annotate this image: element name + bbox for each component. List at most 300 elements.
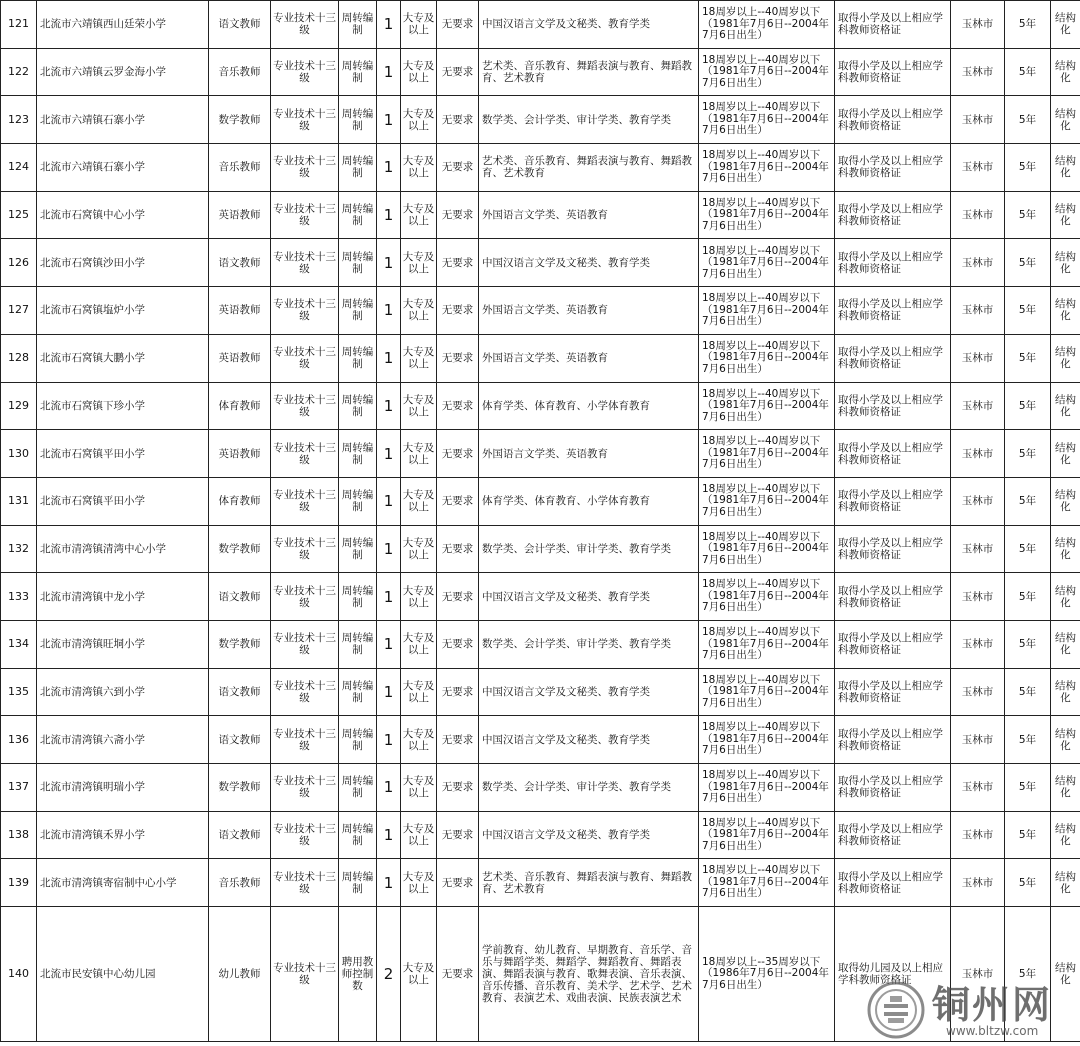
service-term: 5年 <box>1005 811 1051 859</box>
age-requirement: 18周岁以上--40周岁以下（1981年7月6日--2004年7月6日出生） <box>699 96 835 144</box>
age-requirement: 18周岁以上--40周岁以下（1981年7月6日--2004年7月6日出生） <box>699 716 835 764</box>
exam-type: 结构化 <box>1051 239 1080 287</box>
post-name: 数学教师 <box>209 525 271 573</box>
location: 玉林市 <box>951 287 1005 335</box>
table-row <box>1 191 1080 239</box>
education-requirement: 大专及以上 <box>401 907 437 1042</box>
degree-requirement: 无要求 <box>437 239 479 287</box>
row-number: 126 <box>1 239 37 287</box>
row-number: 129 <box>1 382 37 430</box>
post-name: 数学教师 <box>209 764 271 812</box>
hire-count: 1 <box>377 96 401 144</box>
certificate-requirement: 取得小学及以上相应学科教师资格证 <box>835 620 951 668</box>
table-row <box>1 382 1080 430</box>
degree-requirement: 无要求 <box>437 430 479 478</box>
table-row <box>1 620 1080 668</box>
post-level: 专业技术十三级 <box>271 573 339 621</box>
unit-name: 北流市清湾镇中龙小学 <box>37 573 209 621</box>
unit-name: 北流市石窝镇大鹏小学 <box>37 334 209 382</box>
hire-count: 1 <box>377 382 401 430</box>
unit-name: 北流市六靖镇西山廷荣小学 <box>37 1 209 49</box>
table-row <box>1 1 1080 49</box>
staffing-type: 周转编制 <box>339 477 377 525</box>
staffing-type: 周转编制 <box>339 191 377 239</box>
major-requirement: 数学类、会计学类、审计学类、教育学类 <box>479 96 699 144</box>
table-row <box>1 96 1080 144</box>
row-number: 139 <box>1 859 37 907</box>
age-requirement: 18周岁以上--40周岁以下（1981年7月6日--2004年7月6日出生） <box>699 334 835 382</box>
exam-type: 结构化 <box>1051 48 1080 96</box>
staffing-type: 周转编制 <box>339 287 377 335</box>
location: 玉林市 <box>951 907 1005 1042</box>
table-row <box>1 716 1080 764</box>
degree-requirement: 无要求 <box>437 525 479 573</box>
post-name: 数学教师 <box>209 620 271 668</box>
age-requirement: 18周岁以上--40周岁以下（1981年7月6日--2004年7月6日出生） <box>699 477 835 525</box>
service-term: 5年 <box>1005 334 1051 382</box>
education-requirement: 大专及以上 <box>401 764 437 812</box>
certificate-requirement: 取得小学及以上相应学科教师资格证 <box>835 668 951 716</box>
post-name: 语文教师 <box>209 811 271 859</box>
location: 玉林市 <box>951 430 1005 478</box>
age-requirement: 18周岁以上--40周岁以下（1981年7月6日--2004年7月6日出生） <box>699 1 835 49</box>
row-number: 133 <box>1 573 37 621</box>
age-requirement: 18周岁以上--40周岁以下（1981年7月6日--2004年7月6日出生） <box>699 620 835 668</box>
age-requirement: 18周岁以上--40周岁以下（1981年7月6日--2004年7月6日出生） <box>699 764 835 812</box>
post-name: 语文教师 <box>209 573 271 621</box>
row-number: 138 <box>1 811 37 859</box>
degree-requirement: 无要求 <box>437 191 479 239</box>
hire-count: 1 <box>377 239 401 287</box>
service-term: 5年 <box>1005 48 1051 96</box>
row-number: 123 <box>1 96 37 144</box>
post-level: 专业技术十三级 <box>271 144 339 192</box>
watermark-url: www.bltzw.com <box>946 1024 1039 1038</box>
row-number: 130 <box>1 430 37 478</box>
education-requirement: 大专及以上 <box>401 382 437 430</box>
watermark-title: 铜州网 <box>932 982 1053 1027</box>
hire-count: 1 <box>377 48 401 96</box>
age-requirement: 18周岁以上--35周岁以下（1986年7月6日--2004年7月6日出生） <box>699 907 835 1042</box>
age-requirement: 18周岁以上--40周岁以下（1981年7月6日--2004年7月6日出生） <box>699 573 835 621</box>
service-term: 5年 <box>1005 477 1051 525</box>
post-name: 语文教师 <box>209 239 271 287</box>
major-requirement: 外国语言文学类、英语教育 <box>479 191 699 239</box>
service-term: 5年 <box>1005 668 1051 716</box>
major-requirement: 中国汉语言文学及文秘类、教育学类 <box>479 573 699 621</box>
major-requirement: 中国汉语言文学及文秘类、教育学类 <box>479 811 699 859</box>
major-requirement: 中国汉语言文学及文秘类、教育学类 <box>479 1 699 49</box>
post-name: 英语教师 <box>209 191 271 239</box>
staffing-type: 周转编制 <box>339 334 377 382</box>
staffing-type: 周转编制 <box>339 525 377 573</box>
unit-name: 北流市清湾镇旺垌小学 <box>37 620 209 668</box>
row-number: 140 <box>1 907 37 1042</box>
post-name: 体育教师 <box>209 477 271 525</box>
location: 玉林市 <box>951 668 1005 716</box>
unit-name: 北流市六靖镇石寨小学 <box>37 144 209 192</box>
service-term: 5年 <box>1005 525 1051 573</box>
education-requirement: 大专及以上 <box>401 716 437 764</box>
post-name: 音乐教师 <box>209 48 271 96</box>
unit-name: 北流市石窝镇平田小学 <box>37 430 209 478</box>
certificate-requirement: 取得小学及以上相应学科教师资格证 <box>835 764 951 812</box>
post-level: 专业技术十三级 <box>271 48 339 96</box>
location: 玉林市 <box>951 764 1005 812</box>
post-level: 专业技术十三级 <box>271 811 339 859</box>
exam-type: 结构化 <box>1051 477 1080 525</box>
education-requirement: 大专及以上 <box>401 668 437 716</box>
exam-type: 结构化 <box>1051 573 1080 621</box>
staffing-type: 周转编制 <box>339 716 377 764</box>
certificate-requirement: 取得幼儿园及以上相应学科教师资格证 <box>835 907 951 1042</box>
row-number: 125 <box>1 191 37 239</box>
service-term: 5年 <box>1005 191 1051 239</box>
unit-name: 北流市清湾镇明瑞小学 <box>37 764 209 812</box>
major-requirement: 中国汉语言文学及文秘类、教育学类 <box>479 668 699 716</box>
staffing-type: 周转编制 <box>339 620 377 668</box>
post-level: 专业技术十三级 <box>271 287 339 335</box>
table-row <box>1 573 1080 621</box>
degree-requirement: 无要求 <box>437 477 479 525</box>
education-requirement: 大专及以上 <box>401 239 437 287</box>
exam-type: 结构化 <box>1051 716 1080 764</box>
exam-type: 结构化 <box>1051 907 1080 1042</box>
hire-count: 1 <box>377 334 401 382</box>
staffing-type: 周转编制 <box>339 430 377 478</box>
unit-name: 北流市民安镇中心幼儿园 <box>37 907 209 1042</box>
unit-name: 北流市清湾镇禾界小学 <box>37 811 209 859</box>
location: 玉林市 <box>951 239 1005 287</box>
hire-count: 1 <box>377 191 401 239</box>
degree-requirement: 无要求 <box>437 620 479 668</box>
unit-name: 北流市石窝镇下珍小学 <box>37 382 209 430</box>
post-name: 语文教师 <box>209 668 271 716</box>
exam-type: 结构化 <box>1051 144 1080 192</box>
certificate-requirement: 取得小学及以上相应学科教师资格证 <box>835 144 951 192</box>
major-requirement: 体育学类、体育教育、小学体育教育 <box>479 477 699 525</box>
certificate-requirement: 取得小学及以上相应学科教师资格证 <box>835 334 951 382</box>
education-requirement: 大专及以上 <box>401 287 437 335</box>
staffing-type: 周转编制 <box>339 764 377 812</box>
exam-type: 结构化 <box>1051 764 1080 812</box>
table-row <box>1 430 1080 478</box>
staffing-type: 周转编制 <box>339 811 377 859</box>
major-requirement: 中国汉语言文学及文秘类、教育学类 <box>479 716 699 764</box>
post-level: 专业技术十三级 <box>271 191 339 239</box>
post-name: 音乐教师 <box>209 144 271 192</box>
exam-type: 结构化 <box>1051 334 1080 382</box>
major-requirement: 学前教育、幼儿教育、早期教育、音乐学、音乐与舞蹈学类、舞蹈学、舞蹈教育、舞蹈表演、舞蹈表演与教育、歌舞表演、音乐表演、音乐传播、音乐教育、美术学、艺术学、艺术教育、表演艺术、戏曲表演、民族表演艺术 <box>479 907 699 1042</box>
certificate-requirement: 取得小学及以上相应学科教师资格证 <box>835 430 951 478</box>
service-term: 5年 <box>1005 907 1051 1042</box>
post-name: 数学教师 <box>209 96 271 144</box>
staffing-type: 周转编制 <box>339 573 377 621</box>
post-level: 专业技术十三级 <box>271 239 339 287</box>
service-term: 5年 <box>1005 620 1051 668</box>
hire-count: 1 <box>377 811 401 859</box>
service-term: 5年 <box>1005 764 1051 812</box>
unit-name: 北流市清湾镇清湾中心小学 <box>37 525 209 573</box>
location: 玉林市 <box>951 96 1005 144</box>
age-requirement: 18周岁以上--40周岁以下（1981年7月6日--2004年7月6日出生） <box>699 48 835 96</box>
post-name: 英语教师 <box>209 287 271 335</box>
row-number: 128 <box>1 334 37 382</box>
row-number: 122 <box>1 48 37 96</box>
table-row <box>1 287 1080 335</box>
location: 玉林市 <box>951 191 1005 239</box>
row-number: 132 <box>1 525 37 573</box>
degree-requirement: 无要求 <box>437 907 479 1042</box>
exam-type: 结构化 <box>1051 382 1080 430</box>
table-row <box>1 668 1080 716</box>
age-requirement: 18周岁以上--40周岁以下（1981年7月6日--2004年7月6日出生） <box>699 287 835 335</box>
education-requirement: 大专及以上 <box>401 48 437 96</box>
education-requirement: 大专及以上 <box>401 859 437 907</box>
hire-count: 1 <box>377 525 401 573</box>
location: 玉林市 <box>951 1 1005 49</box>
staffing-type: 周转编制 <box>339 144 377 192</box>
exam-type: 结构化 <box>1051 620 1080 668</box>
degree-requirement: 无要求 <box>437 287 479 335</box>
age-requirement: 18周岁以上--40周岁以下（1981年7月6日--2004年7月6日出生） <box>699 382 835 430</box>
age-requirement: 18周岁以上--40周岁以下（1981年7月6日--2004年7月6日出生） <box>699 430 835 478</box>
post-level: 专业技术十三级 <box>271 334 339 382</box>
certificate-requirement: 取得小学及以上相应学科教师资格证 <box>835 191 951 239</box>
post-name: 语文教师 <box>209 1 271 49</box>
table-row <box>1 811 1080 859</box>
row-number: 136 <box>1 716 37 764</box>
unit-name: 北流市清湾镇寄宿制中心小学 <box>37 859 209 907</box>
education-requirement: 大专及以上 <box>401 334 437 382</box>
major-requirement: 体育学类、体育教育、小学体育教育 <box>479 382 699 430</box>
major-requirement: 外国语言文学类、英语教育 <box>479 287 699 335</box>
certificate-requirement: 取得小学及以上相应学科教师资格证 <box>835 239 951 287</box>
certificate-requirement: 取得小学及以上相应学科教师资格证 <box>835 811 951 859</box>
site-watermark <box>866 974 1076 1044</box>
education-requirement: 大专及以上 <box>401 1 437 49</box>
table-row <box>1 764 1080 812</box>
row-number: 127 <box>1 287 37 335</box>
post-level: 专业技术十三级 <box>271 620 339 668</box>
major-requirement: 艺术类、音乐教育、舞蹈表演与教育、舞蹈教育、艺术教育 <box>479 144 699 192</box>
certificate-requirement: 取得小学及以上相应学科教师资格证 <box>835 287 951 335</box>
service-term: 5年 <box>1005 144 1051 192</box>
service-term: 5年 <box>1005 96 1051 144</box>
post-name: 音乐教师 <box>209 859 271 907</box>
location: 玉林市 <box>951 144 1005 192</box>
unit-name: 北流市石窝镇中心小学 <box>37 191 209 239</box>
table-row <box>1 525 1080 573</box>
unit-name: 北流市清湾镇六到小学 <box>37 668 209 716</box>
location: 玉林市 <box>951 334 1005 382</box>
seal-logo-icon <box>866 980 926 1040</box>
certificate-requirement: 取得小学及以上相应学科教师资格证 <box>835 573 951 621</box>
table-row <box>1 144 1080 192</box>
staffing-type: 周转编制 <box>339 1 377 49</box>
unit-name: 北流市六靖镇云罗金海小学 <box>37 48 209 96</box>
age-requirement: 18周岁以上--40周岁以下（1981年7月6日--2004年7月6日出生） <box>699 191 835 239</box>
staffing-type: 周转编制 <box>339 96 377 144</box>
degree-requirement: 无要求 <box>437 668 479 716</box>
exam-type: 结构化 <box>1051 1 1080 49</box>
major-requirement: 数学类、会计学类、审计学类、教育学类 <box>479 525 699 573</box>
post-level: 专业技术十三级 <box>271 668 339 716</box>
post-level: 专业技术十三级 <box>271 1 339 49</box>
location: 玉林市 <box>951 525 1005 573</box>
age-requirement: 18周岁以上--40周岁以下（1981年7月6日--2004年7月6日出生） <box>699 525 835 573</box>
hire-count: 2 <box>377 907 401 1042</box>
age-requirement: 18周岁以上--40周岁以下（1981年7月6日--2004年7月6日出生） <box>699 811 835 859</box>
hire-count: 1 <box>377 477 401 525</box>
certificate-requirement: 取得小学及以上相应学科教师资格证 <box>835 859 951 907</box>
hire-count: 1 <box>377 716 401 764</box>
staffing-type: 周转编制 <box>339 239 377 287</box>
degree-requirement: 无要求 <box>437 573 479 621</box>
post-name: 英语教师 <box>209 334 271 382</box>
certificate-requirement: 取得小学及以上相应学科教师资格证 <box>835 477 951 525</box>
location: 玉林市 <box>951 382 1005 430</box>
hire-count: 1 <box>377 144 401 192</box>
service-term: 5年 <box>1005 1 1051 49</box>
post-level: 专业技术十三级 <box>271 716 339 764</box>
post-name: 语文教师 <box>209 716 271 764</box>
education-requirement: 大专及以上 <box>401 573 437 621</box>
post-level: 专业技术十三级 <box>271 477 339 525</box>
post-level: 专业技术十三级 <box>271 859 339 907</box>
row-number: 121 <box>1 1 37 49</box>
age-requirement: 18周岁以上--40周岁以下（1981年7月6日--2004年7月6日出生） <box>699 239 835 287</box>
degree-requirement: 无要求 <box>437 382 479 430</box>
post-level: 专业技术十三级 <box>271 96 339 144</box>
degree-requirement: 无要求 <box>437 716 479 764</box>
staffing-type: 周转编制 <box>339 859 377 907</box>
hire-count: 1 <box>377 430 401 478</box>
hire-count: 1 <box>377 287 401 335</box>
service-term: 5年 <box>1005 430 1051 478</box>
hire-count: 1 <box>377 859 401 907</box>
hire-count: 1 <box>377 1 401 49</box>
degree-requirement: 无要求 <box>437 859 479 907</box>
exam-type: 结构化 <box>1051 430 1080 478</box>
major-requirement: 数学类、会计学类、审计学类、教育学类 <box>479 764 699 812</box>
post-name: 体育教师 <box>209 382 271 430</box>
staffing-type: 周转编制 <box>339 48 377 96</box>
staffing-type: 周转编制 <box>339 382 377 430</box>
unit-name: 北流市石窝镇沙田小学 <box>37 239 209 287</box>
row-number: 131 <box>1 477 37 525</box>
service-term: 5年 <box>1005 859 1051 907</box>
certificate-requirement: 取得小学及以上相应学科教师资格证 <box>835 48 951 96</box>
certificate-requirement: 取得小学及以上相应学科教师资格证 <box>835 716 951 764</box>
row-number: 137 <box>1 764 37 812</box>
service-term: 5年 <box>1005 287 1051 335</box>
staffing-type: 聘用教师控制数 <box>339 907 377 1042</box>
degree-requirement: 无要求 <box>437 96 479 144</box>
service-term: 5年 <box>1005 573 1051 621</box>
table-row <box>1 334 1080 382</box>
post-name: 英语教师 <box>209 430 271 478</box>
education-requirement: 大专及以上 <box>401 144 437 192</box>
hire-count: 1 <box>377 668 401 716</box>
hire-count: 1 <box>377 620 401 668</box>
location: 玉林市 <box>951 620 1005 668</box>
age-requirement: 18周岁以上--40周岁以下（1981年7月6日--2004年7月6日出生） <box>699 859 835 907</box>
hire-count: 1 <box>377 573 401 621</box>
service-term: 5年 <box>1005 239 1051 287</box>
table-row <box>1 859 1080 907</box>
education-requirement: 大专及以上 <box>401 96 437 144</box>
location: 玉林市 <box>951 716 1005 764</box>
certificate-requirement: 取得小学及以上相应学科教师资格证 <box>835 1 951 49</box>
table-row <box>1 48 1080 96</box>
degree-requirement: 无要求 <box>437 334 479 382</box>
row-number: 134 <box>1 620 37 668</box>
certificate-requirement: 取得小学及以上相应学科教师资格证 <box>835 525 951 573</box>
service-term: 5年 <box>1005 382 1051 430</box>
unit-name: 北流市六靖镇石寨小学 <box>37 96 209 144</box>
age-requirement: 18周岁以上--40周岁以下（1981年7月6日--2004年7月6日出生） <box>699 668 835 716</box>
education-requirement: 大专及以上 <box>401 525 437 573</box>
location: 玉林市 <box>951 859 1005 907</box>
post-level: 专业技术十三级 <box>271 764 339 812</box>
exam-type: 结构化 <box>1051 668 1080 716</box>
table-row <box>1 477 1080 525</box>
degree-requirement: 无要求 <box>437 144 479 192</box>
education-requirement: 大专及以上 <box>401 811 437 859</box>
post-level: 专业技术十三级 <box>271 907 339 1042</box>
certificate-requirement: 取得小学及以上相应学科教师资格证 <box>835 382 951 430</box>
degree-requirement: 无要求 <box>437 48 479 96</box>
exam-type: 结构化 <box>1051 287 1080 335</box>
major-requirement: 外国语言文学类、英语教育 <box>479 430 699 478</box>
post-level: 专业技术十三级 <box>271 430 339 478</box>
row-number: 124 <box>1 144 37 192</box>
exam-type: 结构化 <box>1051 859 1080 907</box>
location: 玉林市 <box>951 477 1005 525</box>
service-term: 5年 <box>1005 716 1051 764</box>
major-requirement: 艺术类、音乐教育、舞蹈表演与教育、舞蹈教育、艺术教育 <box>479 48 699 96</box>
unit-name: 北流市清湾镇六斋小学 <box>37 716 209 764</box>
major-requirement: 外国语言文学类、英语教育 <box>479 334 699 382</box>
age-requirement: 18周岁以上--40周岁以下（1981年7月6日--2004年7月6日出生） <box>699 144 835 192</box>
post-level: 专业技术十三级 <box>271 382 339 430</box>
degree-requirement: 无要求 <box>437 764 479 812</box>
unit-name: 北流市石窝镇塩炉小学 <box>37 287 209 335</box>
hire-count: 1 <box>377 764 401 812</box>
certificate-requirement: 取得小学及以上相应学科教师资格证 <box>835 96 951 144</box>
staffing-type: 周转编制 <box>339 668 377 716</box>
major-requirement: 中国汉语言文学及文秘类、教育学类 <box>479 239 699 287</box>
exam-type: 结构化 <box>1051 525 1080 573</box>
education-requirement: 大专及以上 <box>401 477 437 525</box>
exam-type: 结构化 <box>1051 811 1080 859</box>
major-requirement: 艺术类、音乐教育、舞蹈表演与教育、舞蹈教育、艺术教育 <box>479 859 699 907</box>
post-level: 专业技术十三级 <box>271 525 339 573</box>
exam-type: 结构化 <box>1051 96 1080 144</box>
major-requirement: 数学类、会计学类、审计学类、教育学类 <box>479 620 699 668</box>
exam-type: 结构化 <box>1051 191 1080 239</box>
table-row <box>1 239 1080 287</box>
education-requirement: 大专及以上 <box>401 620 437 668</box>
location: 玉林市 <box>951 573 1005 621</box>
unit-name: 北流市石窝镇平田小学 <box>37 477 209 525</box>
education-requirement: 大专及以上 <box>401 191 437 239</box>
degree-requirement: 无要求 <box>437 1 479 49</box>
location: 玉林市 <box>951 811 1005 859</box>
education-requirement: 大专及以上 <box>401 430 437 478</box>
location: 玉林市 <box>951 48 1005 96</box>
